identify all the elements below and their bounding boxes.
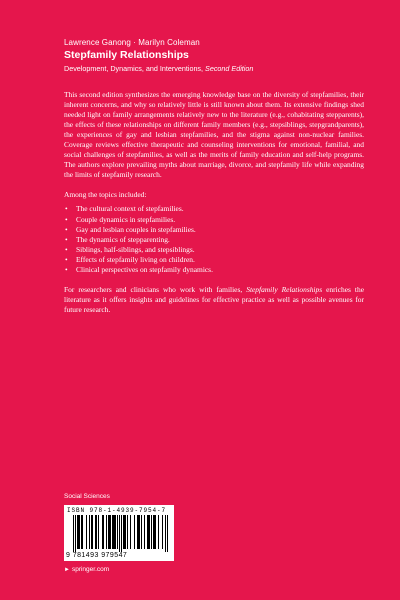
book-title: Stepfamily Relationships [64,49,189,61]
publisher-link[interactable] [64,566,109,573]
barcode-bar [154,515,155,549]
barcode-bar [151,515,152,549]
barcode-bar [134,515,135,549]
topic-item [64,255,364,265]
barcode-bar [144,515,145,549]
barcode-digits: 9 781493 979547 [66,552,128,559]
barcode-bar [147,515,148,549]
subtitle-text: Development, Dynamics, and Interventions, [64,64,206,73]
barcode-bar [109,515,110,549]
arrow-icon: ► [64,566,70,573]
barcode-bar [113,515,114,549]
barcode-bar [102,515,103,549]
topic-item [64,265,364,275]
barcode-bar [125,515,126,549]
closing-book-title: Stepfamily Relationships [246,284,323,294]
bullet: • [65,234,68,244]
closing-start: For researchers and clinicians who work with families, [64,284,247,294]
bullet: • [65,204,68,214]
topic-item [64,245,364,255]
barcode-bar [167,515,168,552]
bullet: • [65,224,68,234]
topic-text: Couple dynamics in stepfamilies. [76,214,176,224]
closing-paragraph [64,285,364,315]
barcode-bar [78,515,79,549]
barcode-bar [130,515,131,549]
isbn-label: ISBN 978-1-4939-7954-7 [67,507,167,514]
barcode-bar [117,515,118,549]
barcode-bar [106,515,107,549]
barcode-bar [82,515,83,549]
bullet: • [65,214,68,224]
bullet: • [65,244,68,254]
barcode-bar [124,515,125,549]
barcode-bar [96,515,97,549]
barcode-bar [92,515,93,549]
barcode-bar [95,515,96,549]
topic-text: The dynamics of stepparenting. [76,234,170,244]
isbn-barcode [64,505,174,561]
barcode-bar [98,515,99,549]
barcode-bar [162,515,163,549]
barcode-bar [75,515,76,552]
topic-text: The cultural context of stepfamilies. [76,204,184,214]
topic-item [64,225,364,235]
barcode-bar [141,515,142,549]
barcode-bar [153,515,154,549]
topic-item [64,215,364,225]
description-paragraph: This second edition synthesizes the emerging knowledge base on the diversity of stepfamilies, their inherent concerns, and why so relatively little is still known about them. Its extensive findings shed needed light on family arrangements relatively new to the literature (e.g., cohabitating stepparents), the effects of these relationships on different family members (e.g., stepsiblings, stepgrandparents), the experiences of gay and lesbian stepfamilies, and the stigma against non-nuclear families. Coverage reviews effective therapeutic and counseling interventions for emotional, familial, and social challenges of stepfamilies, as well as the merits of family education and self-help programs. The authors explore prevailing myths about marriage, divorce, and stepfamily life while expanding the limits of stepfamily research. [64,90,364,180]
barcode-bar [77,515,78,549]
topic-item [64,204,364,214]
description [64,90,364,315]
topics-list [64,204,364,274]
book-subtitle [64,64,253,73]
barcode-bar [73,515,74,552]
publisher-url: springer.com [71,566,110,573]
barcode-bar [139,515,140,549]
topic-text: Gay and lesbian couples in stepfamilies. [76,224,196,234]
barcode-bar [103,515,104,549]
topics-intro: Among the topics included: [64,190,147,200]
barcode-bar [149,515,150,549]
barcode-bar [148,515,149,549]
bullet: • [65,254,68,264]
barcode-bar [165,515,166,552]
barcode-bar [155,515,156,549]
barcode-bar [137,515,138,549]
subject-category: Social Sciences [64,493,110,500]
barcode-bar [115,515,116,549]
edition-text: Second Edition [205,64,254,73]
topic-text: Clinical perspectives on stepfamily dynamics. [76,264,213,274]
authors: Lawrence Ganong · Marilyn Coleman [64,38,200,47]
barcode-bar [91,515,92,549]
barcode-bar [81,515,82,549]
topic-text: Effects of stepfamily living on children. [76,254,195,264]
barcode-bar [121,515,122,552]
barcode-bar [158,515,159,549]
bullet: • [65,264,68,274]
topic-text: Siblings, half-siblings, and stepsiblings. [76,244,195,254]
topic-item [64,235,364,245]
closing-end: enriches the literature as it offers insights and guidelines for effective practice as well as possible avenues for future research. [64,284,365,314]
barcode-bar [127,515,128,549]
barcode-bar [123,515,124,549]
barcode-bar [89,515,90,549]
barcode-bar [114,515,115,549]
barcode-bar [138,515,139,549]
barcode-bars [73,515,168,552]
barcode-bar [112,515,113,549]
barcode-bar [86,515,87,549]
barcode-bar [108,515,109,549]
barcode-bar [79,515,80,549]
barcode-bar [110,515,111,549]
barcode-bar [119,515,120,552]
